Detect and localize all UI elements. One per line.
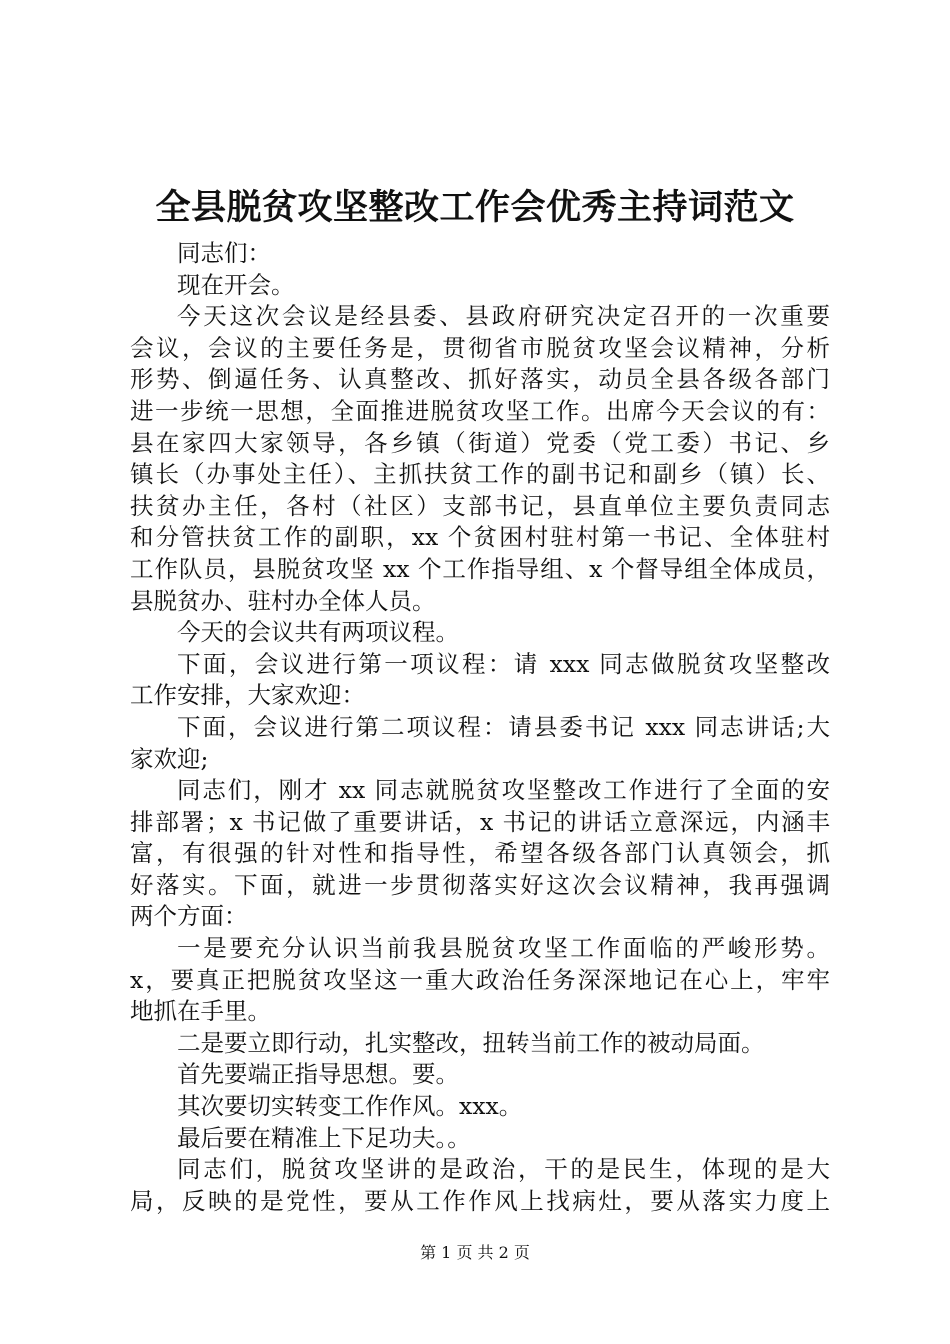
paragraph-line: 会议，会议的主要任务是，贯彻省市脱贫攻坚会议精神，分析 — [130, 333, 830, 362]
paragraph-line: 同志们： — [177, 239, 271, 267]
paragraph-line: 县在家四大家领导，各乡镇（街道）党委（党工委）书记、乡 — [130, 428, 830, 457]
paragraph-line: 下面，会议进行第二项议程：请县委书记 xxx 同志讲话;大 — [177, 712, 830, 741]
paragraph-line: 好落实。下面，就进一步贯彻落实好这次会议精神，我再强调 — [130, 870, 830, 899]
paragraph-line: 二是要立即行动，扎实整改，扭转当前工作的被动局面。 — [177, 1028, 765, 1057]
paragraph-line: 同志们，刚才 xx 同志就脱贫攻坚整改工作进行了全面的安 — [177, 776, 830, 805]
paragraph-line: 最后要在精准上下足功夫。。 — [177, 1123, 471, 1152]
page-footer: 第 1 页 共 2 页 — [420, 1243, 530, 1262]
paragraph-line: 富，有很强的针对性和指导性，希望各级各部门认真领会，抓 — [130, 839, 830, 868]
paragraph-line: 形势、倒逼任务、认真整改、抓好落实，动员全县各级各部门 — [130, 365, 830, 394]
paragraph-line: 下面，会议进行第一项议程：请 xxx 同志做脱贫攻坚整改 — [177, 649, 830, 678]
paragraph-line: x，要真正把脱贫攻坚这一重大政治任务深深地记在心上，牢牢 — [130, 965, 830, 994]
paragraph-line: 扶贫办主任，各村（社区）支部书记，县直单位主要负责同志 — [130, 491, 830, 520]
paragraph-line: 今天这次会议是经县委、县政府研究决定召开的一次重要 — [177, 302, 830, 331]
paragraph-line: 和分管扶贫工作的副职，xx 个贫困村驻村第一书记、全体驻村 — [130, 523, 830, 552]
paragraph-line: 一是要充分认识当前我县脱贫攻坚工作面临的严峻形势。 — [177, 934, 830, 963]
paragraph-line: 其次要切实转变工作作风。xxx。 — [177, 1092, 523, 1121]
paragraph-line: 同志们，脱贫攻坚讲的是政治，干的是民生，体现的是大 — [177, 1155, 830, 1184]
paragraph-line: 进一步统一思想，全面推进脱贫攻坚工作。出席今天会议的有： — [130, 396, 830, 425]
paragraph-line: 家欢迎; — [130, 744, 209, 773]
paragraph-line: 今天的会议共有两项议程。 — [177, 618, 459, 647]
paragraph-line: 排部署；x 书记做了重要讲话，x 书记的讲话立意深远，内涵丰 — [130, 807, 830, 836]
paragraph-line: 首先要端正指导思想。要。 — [177, 1060, 459, 1089]
paragraph-line: 工作安排，大家欢迎： — [130, 681, 365, 710]
paragraph-line: 地抓在手里。 — [130, 997, 271, 1026]
paragraph-line: 县脱贫办、驻村办全体人员。 — [130, 586, 436, 615]
document-body — [130, 238, 830, 1217]
paragraph-line: 镇长（办事处主任）、主抓扶贫工作的副书记和副乡（镇）长、 — [130, 460, 830, 489]
paragraph-line: 工作队员，县脱贫攻坚 xx 个工作指导组、x 个督导组全体成员， — [130, 554, 830, 583]
paragraph-line: 现在开会。 — [177, 270, 295, 299]
paragraph-line: 两个方面： — [130, 902, 248, 931]
document-title: 全县脱贫攻坚整改工作会优秀主持词范文 — [155, 187, 795, 228]
paragraph-line: 局，反映的是党性，要从工作作风上找病灶，要从落实力度上 — [130, 1186, 830, 1215]
